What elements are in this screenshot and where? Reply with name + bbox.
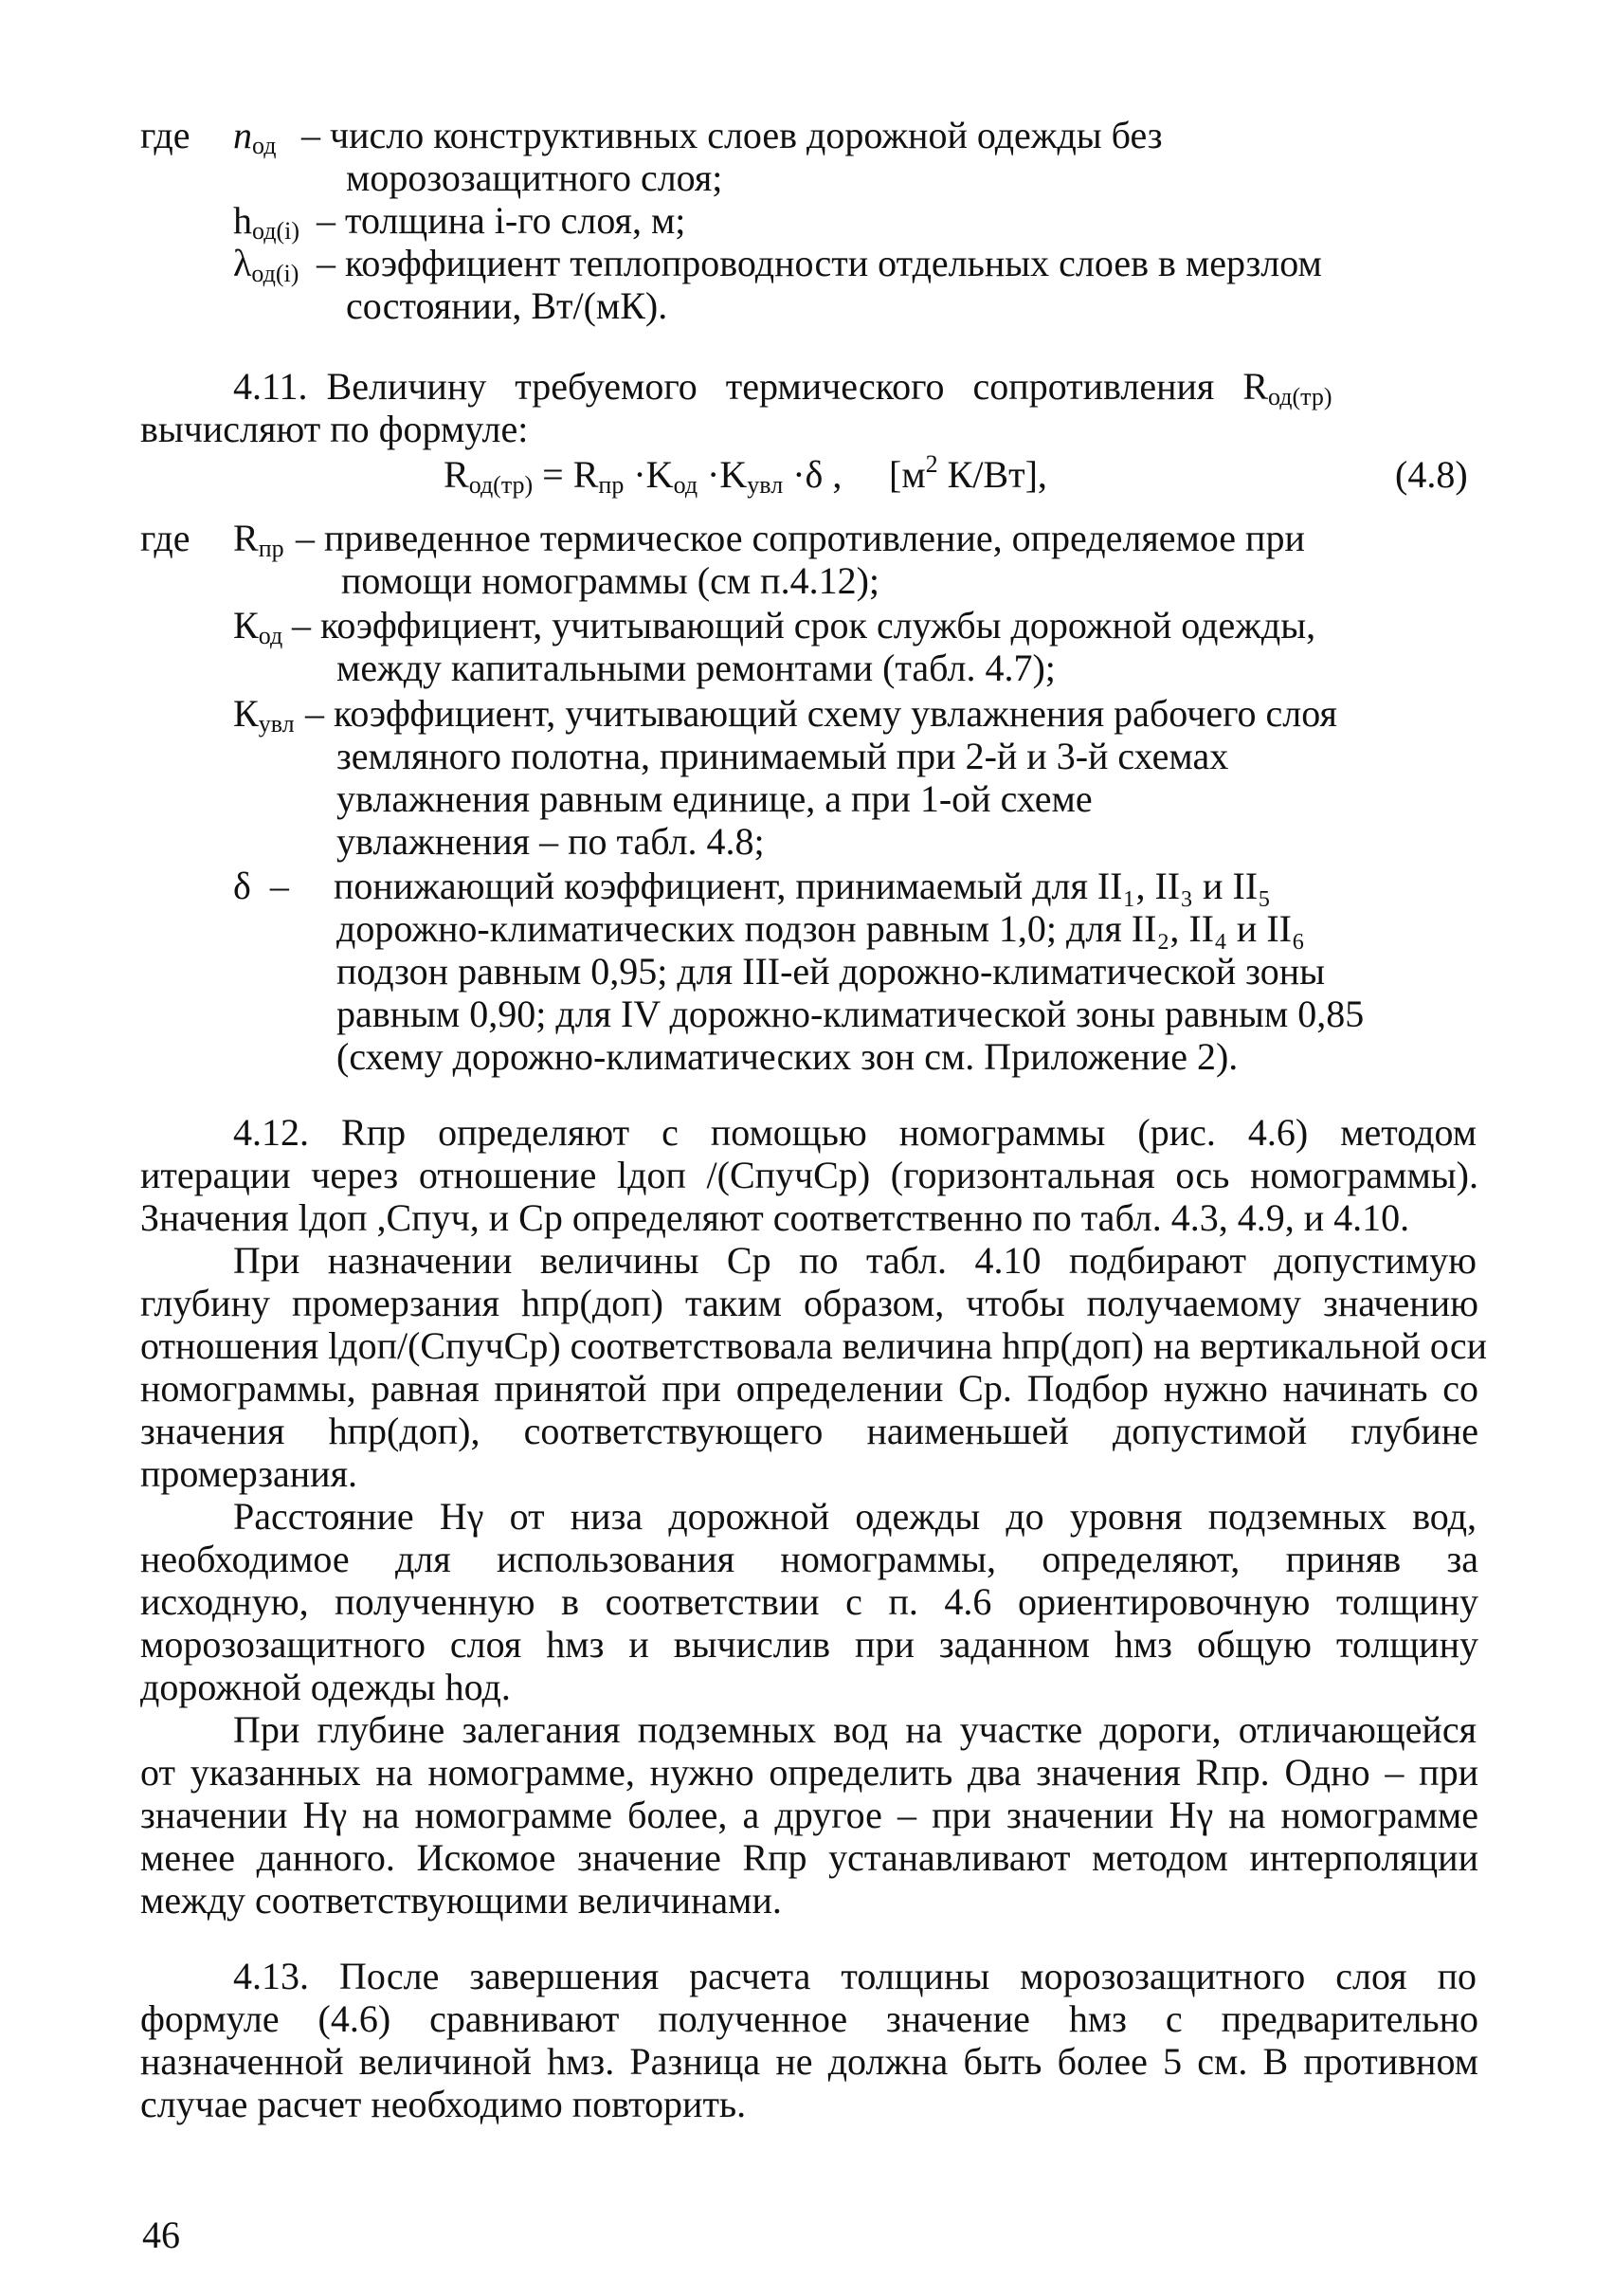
delta-desc-2: дорожно-климатических подзон равным 1,0; для II₂, II₄ и II₆ — [336, 907, 1305, 950]
kod-desc-1: – коэффициент, учитывающий срок службы дорожной одежды, — [292, 604, 1316, 647]
section-4-12-p2-line-6: промерзания. — [140, 1452, 357, 1495]
rpr-desc-2: помощи номограммы (см п.4.12); — [341, 559, 880, 602]
section-4-12-p3-line-4: морозозащитного слоя hмз и вычислив при заданном hмз общую толщину — [140, 1623, 1478, 1666]
kuvl-desc-1: – коэффициент, учитывающий схему увлажнения рабочего слоя — [305, 692, 1337, 735]
section-4-12-p2-line-2: глубину промерзания hпр(доп) таким образом, чтобы получаемому значению — [140, 1282, 1478, 1324]
delta-desc-1: понижающий коэффициент, принимаемый для II₁, II₃ и II₅ — [334, 865, 1272, 907]
section-4-12-p3-line-1: Расстояние Hγ от низа дорожной одежды до уровня подземных вод, — [233, 1495, 1477, 1538]
n-od-term: $n_{од}$ — [233, 114, 277, 159]
lambda-desc-2: состоянии, Вт/(мК). — [346, 284, 668, 327]
lambda-term: $\lambda_{од(i)}$ — [233, 242, 299, 287]
section-4-13-line-1: 4.13. После завершения расчета толщины морозозащитного слоя по — [233, 1955, 1477, 1997]
formula-number: (4.8) — [1395, 453, 1468, 496]
where-label-2: где — [140, 517, 190, 559]
n-od-desc-1: – число конструктивных слоев дорожной одежды без — [301, 114, 1163, 156]
delta-desc-3: подзон равным 0,95; для III-ей дорожно-климатической зоны — [336, 950, 1326, 993]
kuvl-term: $К_{увл}$ — [233, 692, 295, 738]
rpr-term: $R_{пр}$ — [233, 517, 284, 562]
delta-term: δ – — [233, 865, 289, 907]
lambda-desc-1: – коэффициент теплопроводности отдельных слоев в мерзлом — [317, 242, 1322, 284]
delta-desc-4: равным 0,90; для IV дорожно-климатической зоны равным 0,85 — [336, 993, 1365, 1035]
section-4-12-p2-line-4: номограммы, равная принятой при определении Cр. Подбор нужно начинать со — [140, 1367, 1478, 1410]
n-od-desc-2: морозозащитного слоя; — [346, 156, 723, 199]
delta-desc-5: (схему дорожно-климатических зон см. Приложение 2). — [336, 1035, 1239, 1078]
section-4-12-p2-line-5: значения hпр(доп), соответствующего наименьшей допустимой глубине — [140, 1410, 1478, 1452]
section-4-11-line-1: 4.11. Величину требуемого термического сопротивления $R_{од(тр)}$ — [233, 365, 1332, 410]
section-4-12-p3-line-2: необходимое для использования номограммы, определяют, приняв за — [140, 1538, 1478, 1580]
h-od-term: $h_{од(i)}$ — [233, 199, 300, 245]
section-4-12-p3-line-3: исходную, полученную в соответствии с п. 4.6 ориентировочную толщину — [140, 1580, 1478, 1623]
kuvl-desc-4: увлажнения – по табл. 4.8; — [336, 820, 765, 863]
section-4-13-line-2: формуле (4.6) сравнивают полученное значение hмз с предварительно — [140, 1997, 1478, 2040]
page-number: 46 — [142, 2214, 180, 2256]
section-4-12-p2-line-1: При назначении величины Cр по табл. 4.10 подбирают допустимую — [233, 1239, 1477, 1282]
formula-4-8: $R_{од(тр)} = R_{пр} \cdot K_{од} \cdot K_{увл} \cdot\delta$ , — [444, 453, 843, 499]
formula-units: [$м^2$ К/Вт], — [889, 450, 1047, 496]
section-4-12-p4-line-2: от указанных на номограмме, нужно определить два значения Rпр. Одно – при — [140, 1751, 1478, 1794]
kuvl-desc-2: земляного полотна, принимаемый при 2-й и 3-й схемах — [336, 735, 1229, 777]
section-4-12-p2-line-3: отношения lдоп/(CпучCр) соответствовала величина hпр(доп) на вертикальной оси — [140, 1324, 1488, 1367]
section-4-12-p4-line-4: менее данного. Искомое значение Rпр устанавливают методом интерполяции — [140, 1836, 1478, 1879]
section-4-12-p3-line-5: дорожной одежды hод. — [140, 1666, 511, 1708]
kuvl-desc-3: увлажнения равным единице, а при 1-ой схеме — [336, 777, 1093, 820]
section-4-12-p4-line-5: между соответствующими величинами. — [140, 1879, 782, 1922]
kod-desc-2: между капитальными ремонтами (табл. 4.7); — [336, 647, 1056, 689]
section-4-13-line-4: случае расчет необходимо повторить. — [140, 2083, 747, 2125]
rpr-desc-1: – приведенное термическое сопротивление, определяемое при — [296, 517, 1305, 559]
section-4-12-p1-line-1: 4.12. Rпр определяют с помощью номограммы (рис. 4.6) методом — [233, 1111, 1477, 1154]
section-4-12-p4-line-1: При глубине залегания подземных вод на участке дороги, отличающейся — [233, 1708, 1477, 1751]
kod-term: $К_{од}$ — [233, 604, 283, 649]
section-4-12-p1-line-2: итерации через отношение lдоп /(CпучCр) (горизонтальная ось номограммы). — [140, 1154, 1478, 1196]
section-4-11-line-2: вычисляют по формуле: — [140, 408, 529, 450]
section-4-12-p4-line-3: значении Hγ на номограмме более, а другое – при значении Hγ на номограмме — [140, 1794, 1478, 1836]
h-od-desc: – толщина i-го слоя, м; — [317, 199, 686, 242]
section-4-13-line-3: назначенной величиной hмз. Разница не должна быть более 5 см. В противном — [140, 2040, 1478, 2083]
section-4-12-p1-line-3: Значения lдоп ,Cпуч, и Cр определяют соответственно по табл. 4.3, 4.9, и 4.10. — [140, 1196, 1410, 1239]
where-label: где — [140, 114, 190, 156]
